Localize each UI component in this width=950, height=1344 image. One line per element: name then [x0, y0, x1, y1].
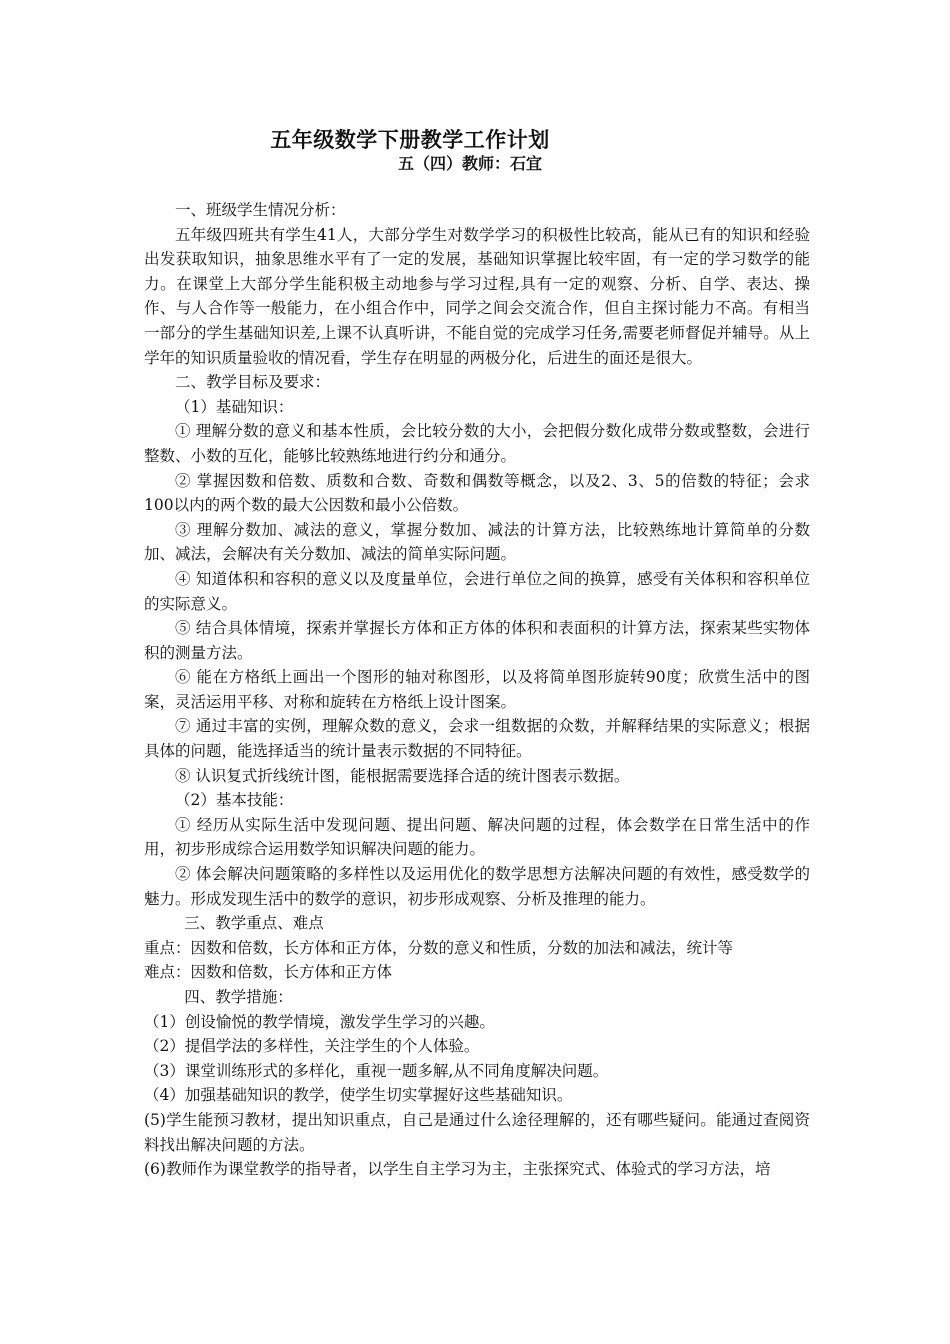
- basic-knowledge-item: ② 掌握因数和倍数、质数和合数、奇数和偶数等概念，以及2、3、5的倍数的特征；会求100以内的两个数的最大公因数和最小公倍数。: [144, 471, 810, 515]
- basic-knowledge-item: ⑤ 结合具体情境，探索并掌握长方体和正方体的体积和表面积的计算方法，探索某些实物体积的测量方法。: [144, 619, 810, 662]
- measure-item: （1）创设愉悦的教学情境，激发学生学习的兴趣。: [144, 1012, 495, 1031]
- section-3-heading: 三、教学重点、难点: [184, 914, 324, 933]
- document-body: [144, 198, 810, 1182]
- basic-skills-item: ② 体会解决问题策略的多样性以及运用优化的数学思想方法解决问题的有效性，感受数学的魅力。形成发现生活中的数学的意识，初步形成观察、分析及推理的能力。: [144, 865, 810, 908]
- measure-item: （3）课堂训练形式的多样化，重视一题多解,从不同角度解决问题。: [144, 1061, 609, 1080]
- section-4-heading: 四、教学措施：: [184, 988, 293, 1006]
- basic-knowledge-item: ⑦ 通过丰富的实例，理解众数的意义，会求一组数据的众数，并解释结果的实际意义；根据具体的问题，能选择适当的统计量表示数据的不同特征。: [144, 717, 810, 761]
- measure-item: （2）提倡学法的多样性，关注学生的个人体验。: [144, 1037, 480, 1056]
- section-1-paragraph: 五年级四班共有学生41人，大部分学生对数学学习的积极性比较高，能从已有的知识和经验出发获取知识，抽象思维水平有了一定的发展，基础知识掌握比较牢固，有一定的学习数学的能力。在课堂上大部分学生能积极主动地参与学习过程,具有一定的观察、分析、自学、表达、操作、与人合作等一般能力，在小组合作中，同学之间会交流合作，但自主探讨能力不高。有相当一部分的学生基础知识差,上课不认真听讲，不能自觉的完成学习任务,需要老师督促并辅导。从上学年的知识质量验收的情况看，学生存在明显的两极分化，后进生的面还是很大。: [144, 225, 810, 367]
- basic-knowledge-item: ⑧ 认识复式折线统计图，能根据需要选择合适的统计图表示数据。: [175, 766, 630, 785]
- section-1-heading: 一、班级学生情况分析：: [175, 201, 346, 219]
- document-subtitle: 五（四）教师：石宜: [397, 154, 542, 173]
- basic-knowledge-item: ③ 理解分数加、减法的意义，掌握分数加、减法的计算方法，比较熟练地计算简单的分数加、减法，会解决有关分数加、减法的简单实际问题。: [144, 520, 810, 564]
- measure-item: （4）加强基础知识的教学，使学生切实掌握好这些基础知识。: [144, 1086, 573, 1105]
- basic-skills-item: ① 经历从实际生活中发现问题、提出问题、解决问题的过程，体会数学在日常生活中的作用，初步形成综合运用数学知识解决问题的能力。: [144, 815, 810, 859]
- section-2-heading: 二、教学目标及要求：: [175, 373, 331, 392]
- difficult-points: 难点：因数和倍数，长方体和正方体: [144, 963, 393, 982]
- document-title: 五年级数学下册教学工作计划: [270, 127, 550, 152]
- measure-item: (5)学生能预习教材，提出知识重点，自己是通过什么途径理解的，还有哪些疑问。能通过查阅资料找出解决问题的方法。: [144, 1110, 810, 1154]
- basic-knowledge-item: ④ 知道体积和容积的意义以及度量单位，会进行单位之间的换算，感受有关体积和容积单位的实际意义。: [144, 569, 810, 613]
- basic-skills-heading: （2）基本技能：: [175, 791, 294, 810]
- measure-item: (6)教师作为课堂教学的指导者，以学生自主学习为主，主张探究式、体验式的学习方法，培: [144, 1160, 771, 1179]
- basic-knowledge-heading: （1）基础知识：: [175, 397, 294, 416]
- key-points: 重点：因数和倍数，长方体和正方体，分数的意义和性质，分数的加法和减法，统计等: [144, 938, 734, 957]
- basic-knowledge-item: ⑥ 能在方格纸上画出一个图形的轴对称图形，以及将简单图形旋转90度；欣赏生活中的图案，灵活运用平移、对称和旋转在方格纸上设计图案。: [144, 668, 810, 711]
- basic-knowledge-item: ① 理解分数的意义和基本性质，会比较分数的大小，会把假分数化成带分数或整数，会进行整数、小数的互化，能够比较熟练地进行约分和通分。: [144, 422, 810, 465]
